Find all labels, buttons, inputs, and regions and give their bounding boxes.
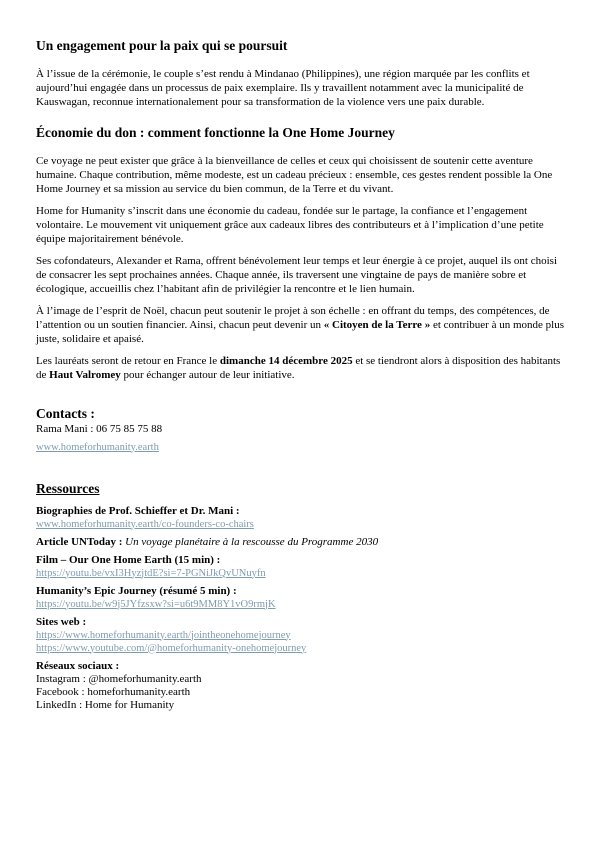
article-title: Un voyage planétaire à la rescousse du Programme 2030 [125,535,379,548]
retour-date-bold: dimanche 14 décembre 2025 [219,355,353,367]
noel-text-start: À l’image de l’esprit de Noël, chacun peut soutenir le projet à son échelle : en offrant du temps, des compétences, de l’attention ou un soutien financier. Ainsi, chacun peut devenir un [36,305,550,331]
gift-economy-paragraph-3: Ses cofondateurs, Alexander et Rama, offrent bénévolement leur temps et leur énergie à ce projet, auquel ils ont choisi de consacrer les sept prochaines années. Chaque année, ils traversent une vingtaine de pays de manière sobre et écologique, accueillis chez l’habitant afin de privilégier la rencontre et le lien humain. [36,255,558,295]
noel-paragraph [36,304,564,346]
resource-item-epic-journey [36,585,564,611]
film-link[interactable]: https://youtu.be/vxI3HyzjtdE?si=7-PGNiJkQvUNuyfn [36,567,266,579]
epic-journey-label: Humanity’s Epic Journey (résumé 5 min) : [36,584,237,597]
noel-text-end: et contribuer à un monde plus juste, solidaire et apaisé. [36,319,565,345]
website-link-youtube[interactable]: https://www.youtube.com/@homeforhumanity-onehomejourney [36,642,307,654]
retour-text-end: pour échanger autour de leur initiative. [120,369,295,381]
retour-paragraph [36,354,564,382]
biographies-label: Biographies de Prof. Schieffer et Dr. Mani : [36,504,240,517]
gift-economy-paragraph-1: Ce voyage ne peut exister que grâce à la bienveillance de celles et ceux qui choisissent de soutenir cette aventure humaine. Chaque contribution, même modeste, est un cadeau précieux : ensemble, ces gestes rendent possible la One Home Journey et sa mission au service du bien commun, de la Terre et du vivant. [36,155,553,195]
peace-paragraph: À l’issue de la cérémonie, le couple s’est rendu à Mindanao (Philippines), une région marquée par les conflits et aujourd’hui engagée dans un processus de paix exemplaire. Ils y travaillent notamment avec la municipalité de Kauswagan, reconnue internationalement pour sa transformation de la violence vers une paix durable. [36,68,530,108]
contact-website-link[interactable]: www.homeforhumanity.earth [36,441,159,453]
resource-item-biographies [36,505,564,531]
resource-item-film [36,554,564,580]
resources-heading: Ressources [36,480,100,496]
gift-economy-paragraph-2: Home for Humanity s’inscrit dans une économie du cadeau, fondée sur le partage, la confiance et l’engagement volontaire. Le mouvement vit uniquement grâce aux cadeaux libres des contributeurs et à l’implication d’une petite équipe majoritairement bénévole. [36,205,544,245]
retour-text-mid: et se tiendront alors à disposition des habitants de [36,355,561,381]
gift-economy-section-heading: Économie du don : comment fonctionne la One Home Journey [36,125,395,140]
film-label: Film – Our One Home Earth (15 min) : [36,553,221,566]
resource-item-article [36,536,564,549]
social-linkedin-line: LinkedIn : Home for Humanity [36,698,175,711]
article-label: Article UNToday : [36,535,126,548]
resources-section [36,481,564,712]
social-networks-label: Réseaux sociaux : [36,659,120,672]
website-link-join-journey[interactable]: https://www.homeforhumanity.earth/jointheonehomejourney [36,629,291,641]
contacts-section [36,406,564,455]
resource-item-social-networks [36,660,564,712]
haut-valromey-bold: Haut Valromey [49,369,121,381]
contacts-heading: Contacts : [36,406,95,421]
peace-section-heading: Un engagement pour la paix qui se poursuit [36,38,288,53]
websites-label: Sites web : [36,615,87,628]
epic-journey-link[interactable]: https://youtu.be/w9j5JYfzsxw?si=u6t9MM8Y1vO9rmjK [36,598,276,610]
social-facebook-line: Facebook : homeforhumanity.earth [36,685,191,698]
contact-phone-line: Rama Mani : 06 75 85 75 88 [36,423,163,435]
retour-text-start: Les lauréats seront de retour en France le [36,355,220,367]
social-instagram-line: Instagram : @homeforhumanity.earth [36,672,202,685]
biographies-link[interactable]: www.homeforhumanity.earth/co-founders-co-chairs [36,518,254,530]
resource-item-websites [36,616,564,655]
citoyen-de-la-terre-bold: « Citoyen de la Terre » [323,319,431,331]
